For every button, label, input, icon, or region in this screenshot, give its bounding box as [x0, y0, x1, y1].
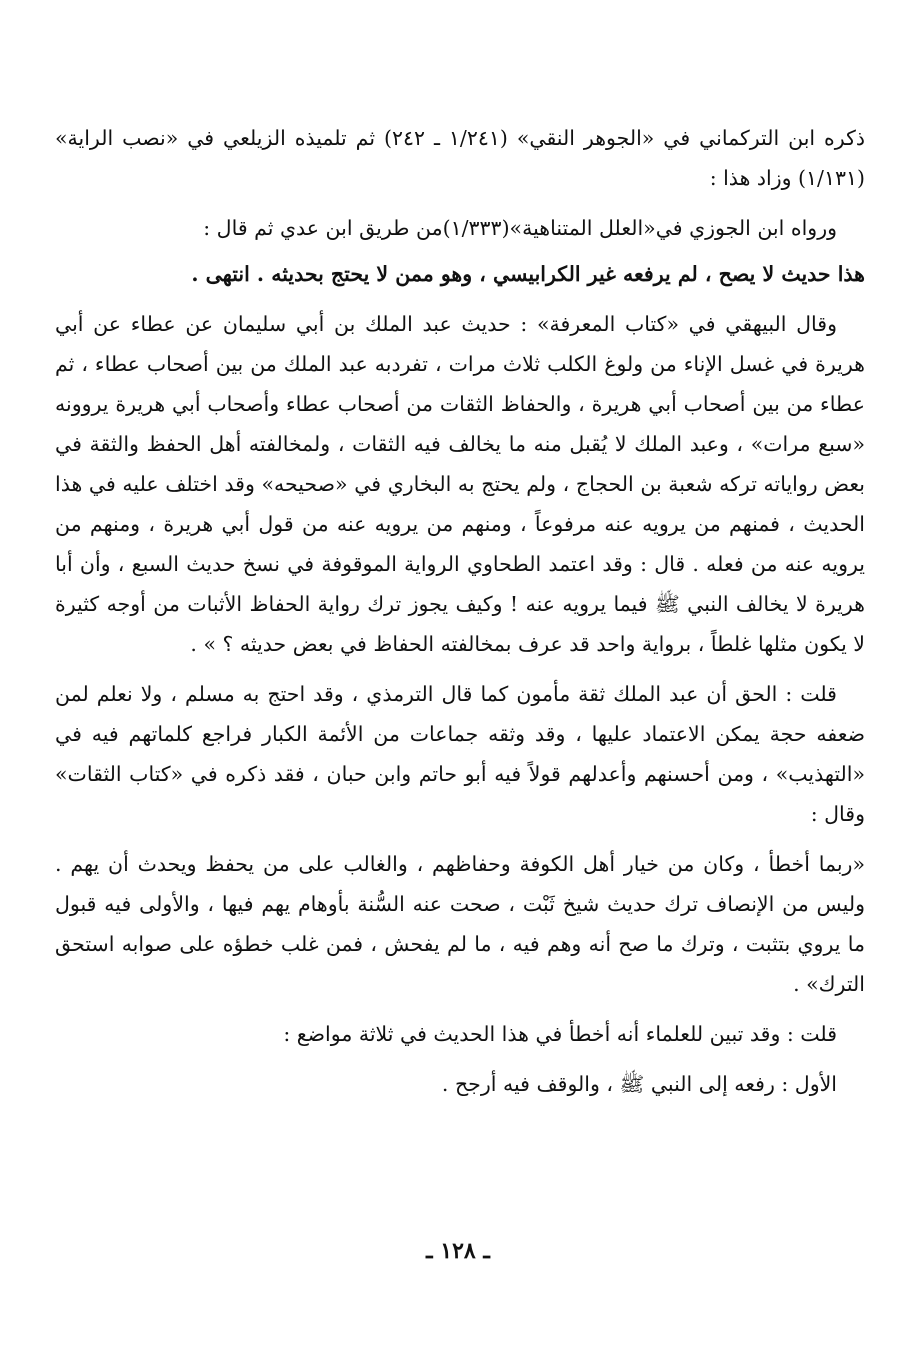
paragraph-ibn-hibban-quote: «ربما أخطأ ، وكان من خيار أهل الكوفة وحفاظهم ، والغالب على من يحفظ ويحدث أن يهم . وليس من الإنصاف ترك حديث شيخ ثَبْت ، صحت عنه السُّنة بأوهام يهم فيها ، والأولى فيه قبول ما يروي بتثبت ، وترك ما صح أنه وهم فيه ، ما لم يفحش ، فمن غلب خطؤه على صوابه استحق الترك» . — [55, 852, 865, 996]
paragraph-ibn-jawzi: ورواه ابن الجوزي في«العلل المتناهية»(١/٣٣٣)من طريق ابن عدي ثم قال : — [203, 216, 837, 240]
paragraph-author-comment: قلت : الحق أن عبد الملك ثقة مأمون كما قال الترمذي ، وقد احتج به مسلم ، ولا نعلم لمن ضعفه حجة يمكن الاعتماد عليها ، وقد وثقه جماعات من الأئمة الكبار فراجع كلماتهم فيه في «التهذيب» ، ومن أحسنهم وأعدلهم قولاً فيه أبو حاتم وابن حبان ، فقد ذكره في «كتاب الثقات» وقال : — [55, 682, 865, 826]
paragraph-quote-not-authentic: هذا حديث لا يصح ، لم يرفعه غير الكرابيسي ، وهو ممن لا يحتج بحديثه . انتهى . — [191, 262, 865, 286]
paragraph-bayhaqi: وقال البيهقي في «كتاب المعرفة» : حديث عبد الملك بن أبي سليمان عن عطاء عن أبي هريرة في غسل الإناء من ولوغ الكلب ثلاث مرات ، تفردبه عبد الملك من بين أصحاب عطاء ، ثم عطاء من بين أصحاب أبي هريرة ، والحفاظ الثقات من أصحاب عطاء وأصحاب أبي هريرة يروونه «سبع مرات» ، وعبد الملك لا يُقبل منه ما يخالف فيه الثقات ، ولمخالفته أهل الحفظ والثقة في بعض رواياته تركه شعبة بن الحجاج ، ولم يحتج به البخاري في «صحيحه» وقد اختلف عليه في هذا الحديث ، فمنهم من يرويه عنه مرفوعاً ، ومنهم من يرويه عنه من قول أبي هريرة ، ومنهم من يرويه عنه من فعله . قال : وقد اعتمد الطحاوي الرواية الموقوفة في نسخ حديث السبع ، وأن أبا هريرة لا يخالف النبي ﷺ فيما يرويه عنه ! وكيف يجوز ترك رواية الحفاظ الأثبات من أوجه كثيرة لا يكون مثلها غلطاً ، برواية واحد قد عرف بمخالفته الحفاظ في بعض حديثه ؟ » . — [55, 312, 865, 656]
paragraph-first-mistake: الأول : رفعه إلى النبي ﷺ ، والوقف فيه أرجح . — [441, 1072, 837, 1096]
page-body — [55, 118, 865, 1114]
paragraph-three-mistakes: قلت : وقد تبين للعلماء أنه أخطأ في هذا الحديث في ثلاثة مواضع : — [283, 1022, 837, 1046]
page-number: ـ ١٢٨ ـ — [426, 1238, 490, 1264]
paragraph-citation-ibn-turkmani: ذكره ابن التركماني في «الجوهر النقي» (١/٢٤١ ـ ٢٤٢) ثم تلميذه الزيلعي في «نصب الراية» (١/١٣١) وزاد هذا : — [55, 126, 865, 190]
